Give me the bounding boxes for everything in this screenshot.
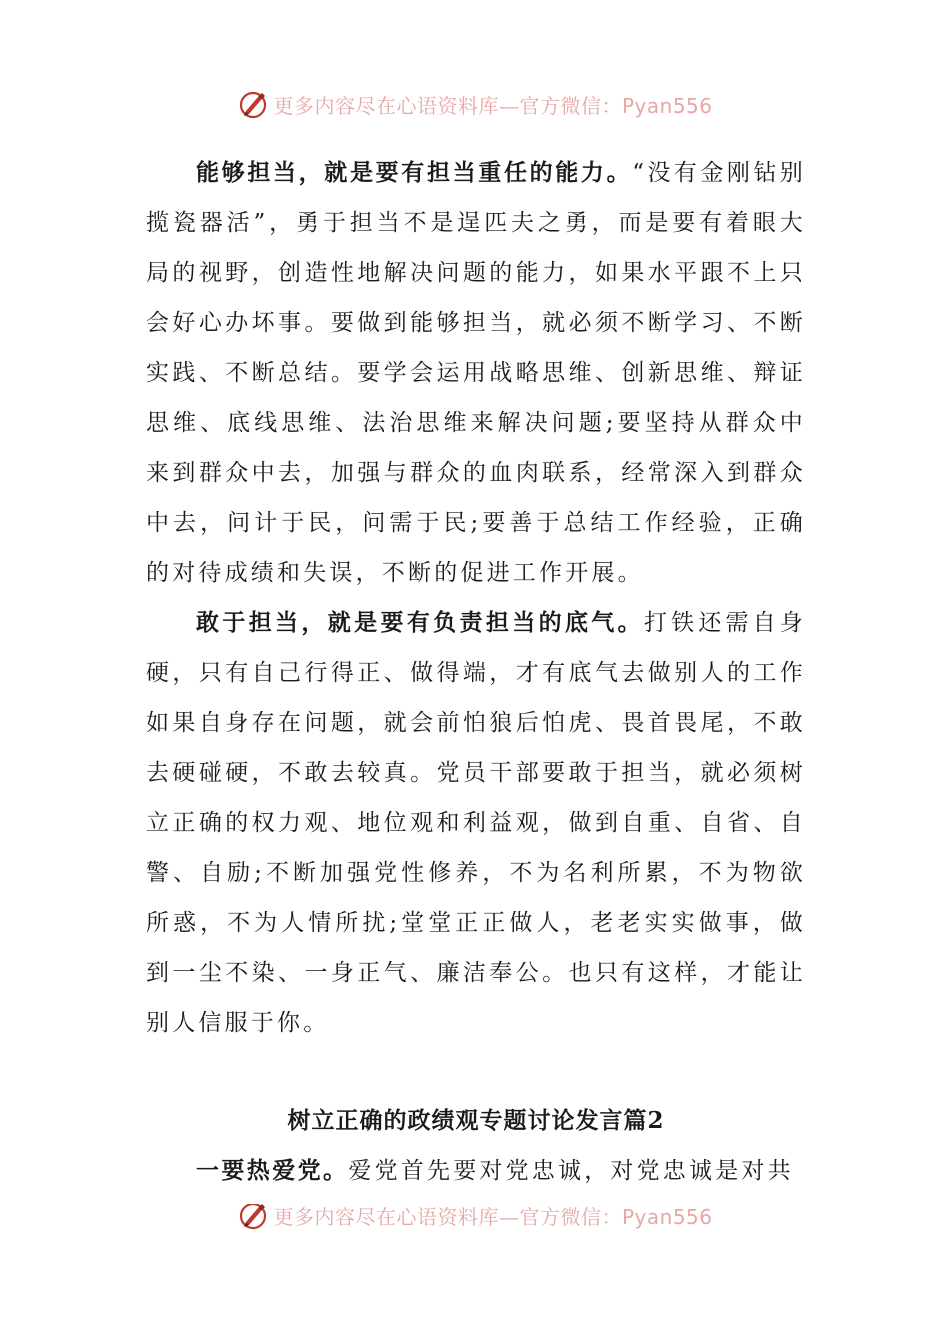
header-watermark (0, 84, 950, 124)
pen-logo-icon (237, 1204, 269, 1231)
section-title: 树立正确的政绩观专题讨论发言篇2 (287, 1107, 665, 1134)
paragraph-3-lead: 一要热爱党。 (196, 1157, 349, 1184)
paragraph-1-text: “没有金刚钻别揽瓷器活”，勇于担当不是逞匹夫之勇，而是要有着眼大局的视野，创造性地解决问题的能力，如果水平跟不上只会好心办坏事。要做到能够担当，就必须不断学习、不断实践、不断总结。要学会运用战略思维、创新思维、辩证思维、底线思维、法治思维来解决问题;要坚持从群众中来到群众中去，加强与群众的血肉联系，经常深入到群众中去，问计于民，问需于民;要善于总结工作经验，正确的对待成绩和失误，不断的促进工作开展。 (146, 160, 806, 586)
paragraph-2-text: 打铁还需自身硬，只有自己行得正、做得端，才有底气去做别人的工作如果自身存在问题，就会前怕狼后怕虎、畏首畏尾，不敢去硬碰硬，不敢去较真。党员干部要敢于担当，就必须树立正确的权力观、地位观和利益观，做到自重、自省、自警、自励;不断加强党性修养，不为名利所累，不为物欲所惑，不为人情所扰;堂堂正正做人，老老实实做事，做到一尘不染、一身正气、廉洁奉公。也只有这样，才能让别人信服于你。 (146, 610, 806, 1036)
paragraph-1-lead: 能够担当，就是要有担当重任的能力。 (196, 159, 633, 186)
footer-watermark-id: Pyan556 (621, 1204, 713, 1229)
footer-watermark (0, 1204, 950, 1238)
paragraph-2-lead: 敢于担当，就是要有负责担当的底气。 (196, 609, 645, 636)
paragraph-1 (146, 148, 806, 598)
document-body (146, 148, 806, 1196)
header-watermark-id: Pyan556 (621, 93, 713, 118)
paragraph-3 (146, 1146, 806, 1196)
header-watermark-text: 更多内容尽在心语资料库—官方微信： (273, 93, 622, 118)
footer-watermark-text: 更多内容尽在心语资料库—官方微信： (273, 1204, 622, 1229)
paragraph-3-text: 爱党首先要对党忠诚，对党忠诚是对共 (348, 1158, 794, 1184)
pen-logo-icon (237, 88, 269, 120)
paragraph-2 (146, 598, 806, 1048)
